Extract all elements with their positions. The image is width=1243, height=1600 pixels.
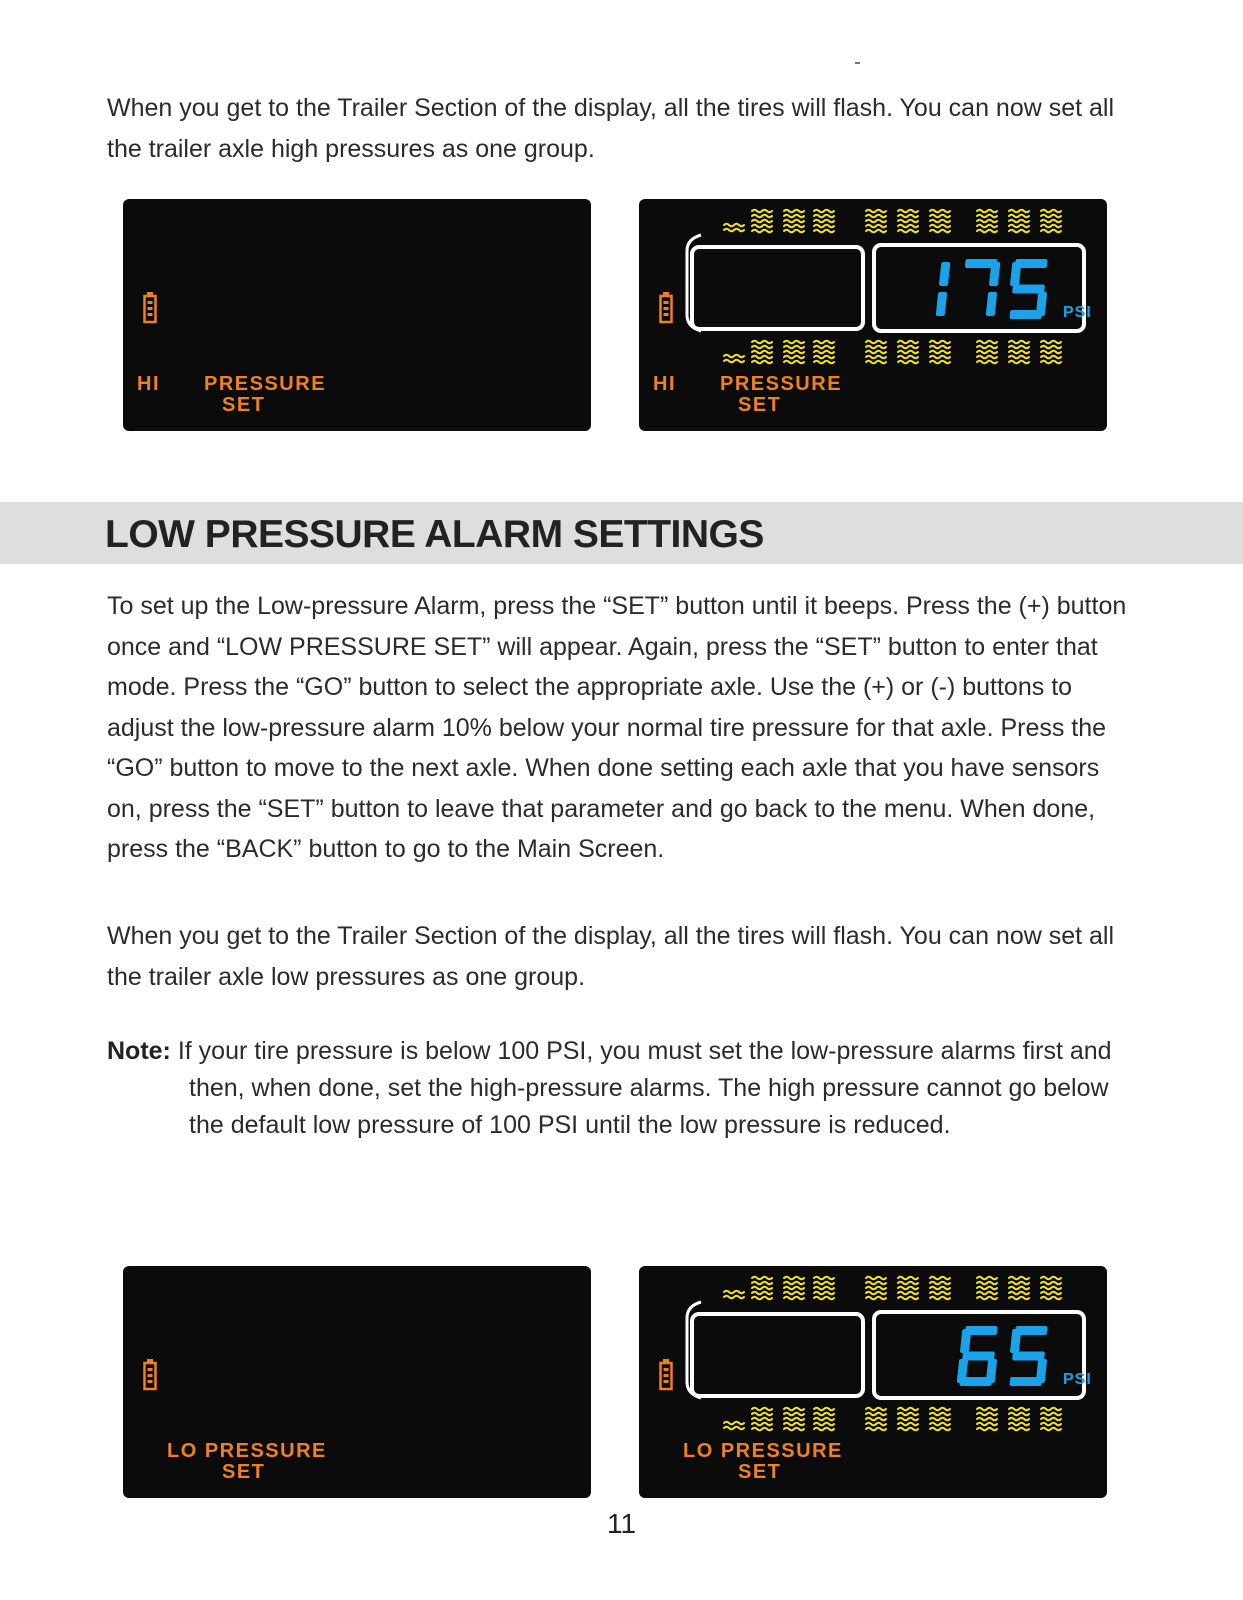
tire-icon	[752, 210, 772, 233]
tire-icon-small	[724, 355, 744, 363]
tire-icon	[784, 210, 804, 233]
battery-icon	[661, 292, 672, 322]
tire-icon	[866, 1408, 886, 1431]
psi-unit: PSI	[1063, 1371, 1092, 1388]
tire-icon	[1009, 210, 1029, 233]
set-label: SET	[222, 394, 266, 416]
tire-icon	[977, 210, 997, 233]
tire-icon	[814, 1277, 834, 1300]
tire-icon	[784, 1408, 804, 1431]
set-label: SET	[738, 394, 782, 416]
tire-icon	[898, 210, 918, 233]
battery-icon	[145, 1359, 156, 1389]
lcd-hi-pressure-175	[639, 199, 1107, 431]
tire-icon	[1009, 1277, 1029, 1300]
battery-icon	[661, 1359, 672, 1389]
lcd-lo-pressure-blank	[123, 1266, 591, 1498]
lcd-graphics	[123, 1266, 591, 1498]
tire-icon	[898, 341, 918, 364]
tire-icon	[1009, 1408, 1029, 1431]
tire-icon	[930, 210, 950, 233]
digit-7	[965, 259, 1001, 316]
pressure-digits	[936, 259, 1048, 319]
digit-5	[1009, 1326, 1047, 1386]
battery-icon	[145, 292, 156, 322]
page-mark	[855, 62, 860, 64]
tire-icon	[814, 1408, 834, 1431]
tire-icon-small	[724, 1422, 744, 1430]
tire-icon	[866, 210, 886, 233]
pressure-digits	[957, 1326, 1048, 1386]
trailer-paragraph: When you get to the Trailer Section of the display, all the tires will flash. You can now set all the trailer axle low pressures as one group.	[107, 922, 1115, 991]
tire-icon	[930, 341, 950, 364]
lo-pressure-label: LO PRESSURE	[167, 1440, 327, 1462]
mode-label: HI	[137, 373, 160, 395]
tire-icon	[752, 341, 772, 364]
tire-icon-small	[724, 224, 744, 232]
lo-pressure-label: LO PRESSURE	[683, 1440, 843, 1462]
tire-icon	[752, 1277, 772, 1300]
tire-icon	[930, 1277, 950, 1300]
tire-icons	[724, 210, 1061, 364]
tire-icon	[1041, 341, 1061, 364]
tire-icon	[977, 341, 997, 364]
tire-icons	[724, 1277, 1061, 1431]
tire-icon	[814, 341, 834, 364]
lcd-graphics	[639, 1266, 1107, 1498]
tire-icon	[1041, 1408, 1061, 1431]
section-header	[0, 502, 1243, 564]
section-title: LOW PRESSURE ALARM SETTINGS	[105, 513, 764, 556]
pressure-label: PRESSURE	[720, 373, 843, 395]
psi-unit: PSI	[1063, 304, 1092, 321]
tire-icon	[977, 1408, 997, 1431]
set-label: SET	[738, 1461, 782, 1483]
tire-icon	[1041, 210, 1061, 233]
tire-icon	[1009, 341, 1029, 364]
tire-icon	[866, 341, 886, 364]
set-label: SET	[222, 1461, 266, 1483]
tire-icon	[814, 210, 834, 233]
mode-label: HI	[653, 373, 676, 395]
tire-icon	[977, 1277, 997, 1300]
note-text: If your tire pressure is below 100 PSI, you must set the low-pressure alarms first and then, when done, set the high-pressure alarms. The high pressure cannot go below the default low pressure of 100 PSI until the low pressure is reduced.	[177, 1037, 1112, 1139]
lcd-graphics	[639, 199, 1107, 431]
tire-icon	[784, 1277, 804, 1300]
digit-6	[957, 1326, 998, 1386]
tire-icon	[866, 1277, 886, 1300]
tire-icon	[898, 1408, 918, 1431]
lcd-hi-pressure-blank	[123, 199, 591, 431]
intro-paragraph: When you get to the Trailer Section of the display, all the tires will flash. You can now set all the trailer axle high pressures as one group.	[107, 94, 1115, 163]
tire-icon	[752, 1408, 772, 1431]
tire-icon	[784, 341, 804, 364]
digit-1	[936, 262, 951, 316]
lcd-graphics	[123, 199, 591, 431]
tire-icon-small	[724, 1291, 744, 1299]
digit-5	[1009, 259, 1047, 319]
instructions-paragraph: To set up the Low-pressure Alarm, press the “SET” button until it beeps. Press the (+) button once and “LOW PRESSURE SET” will appear. Again, press the “SET” button to enter that mode. Press the “GO” button to select the appropriate axle. Use the (+) or (-) buttons to adjust the low-pressure alarm 10% below your normal tire pressure for that axle. Press the “GO” button to move to the next axle. When done setting each axle that you have sensors on, press the “SET” button to leave that parameter and go back to the menu. When done, press the “BACK” button to go to the Main Screen.	[107, 592, 1127, 863]
note-block	[107, 1033, 1137, 1144]
note-label: Note:	[107, 1037, 171, 1065]
lcd-lo-pressure-65	[639, 1266, 1107, 1498]
page-number: 11	[606, 1508, 637, 1539]
tire-icon	[898, 1277, 918, 1300]
tire-icon	[930, 1408, 950, 1431]
tire-icon	[1041, 1277, 1061, 1300]
pressure-label: PRESSURE	[204, 373, 327, 395]
